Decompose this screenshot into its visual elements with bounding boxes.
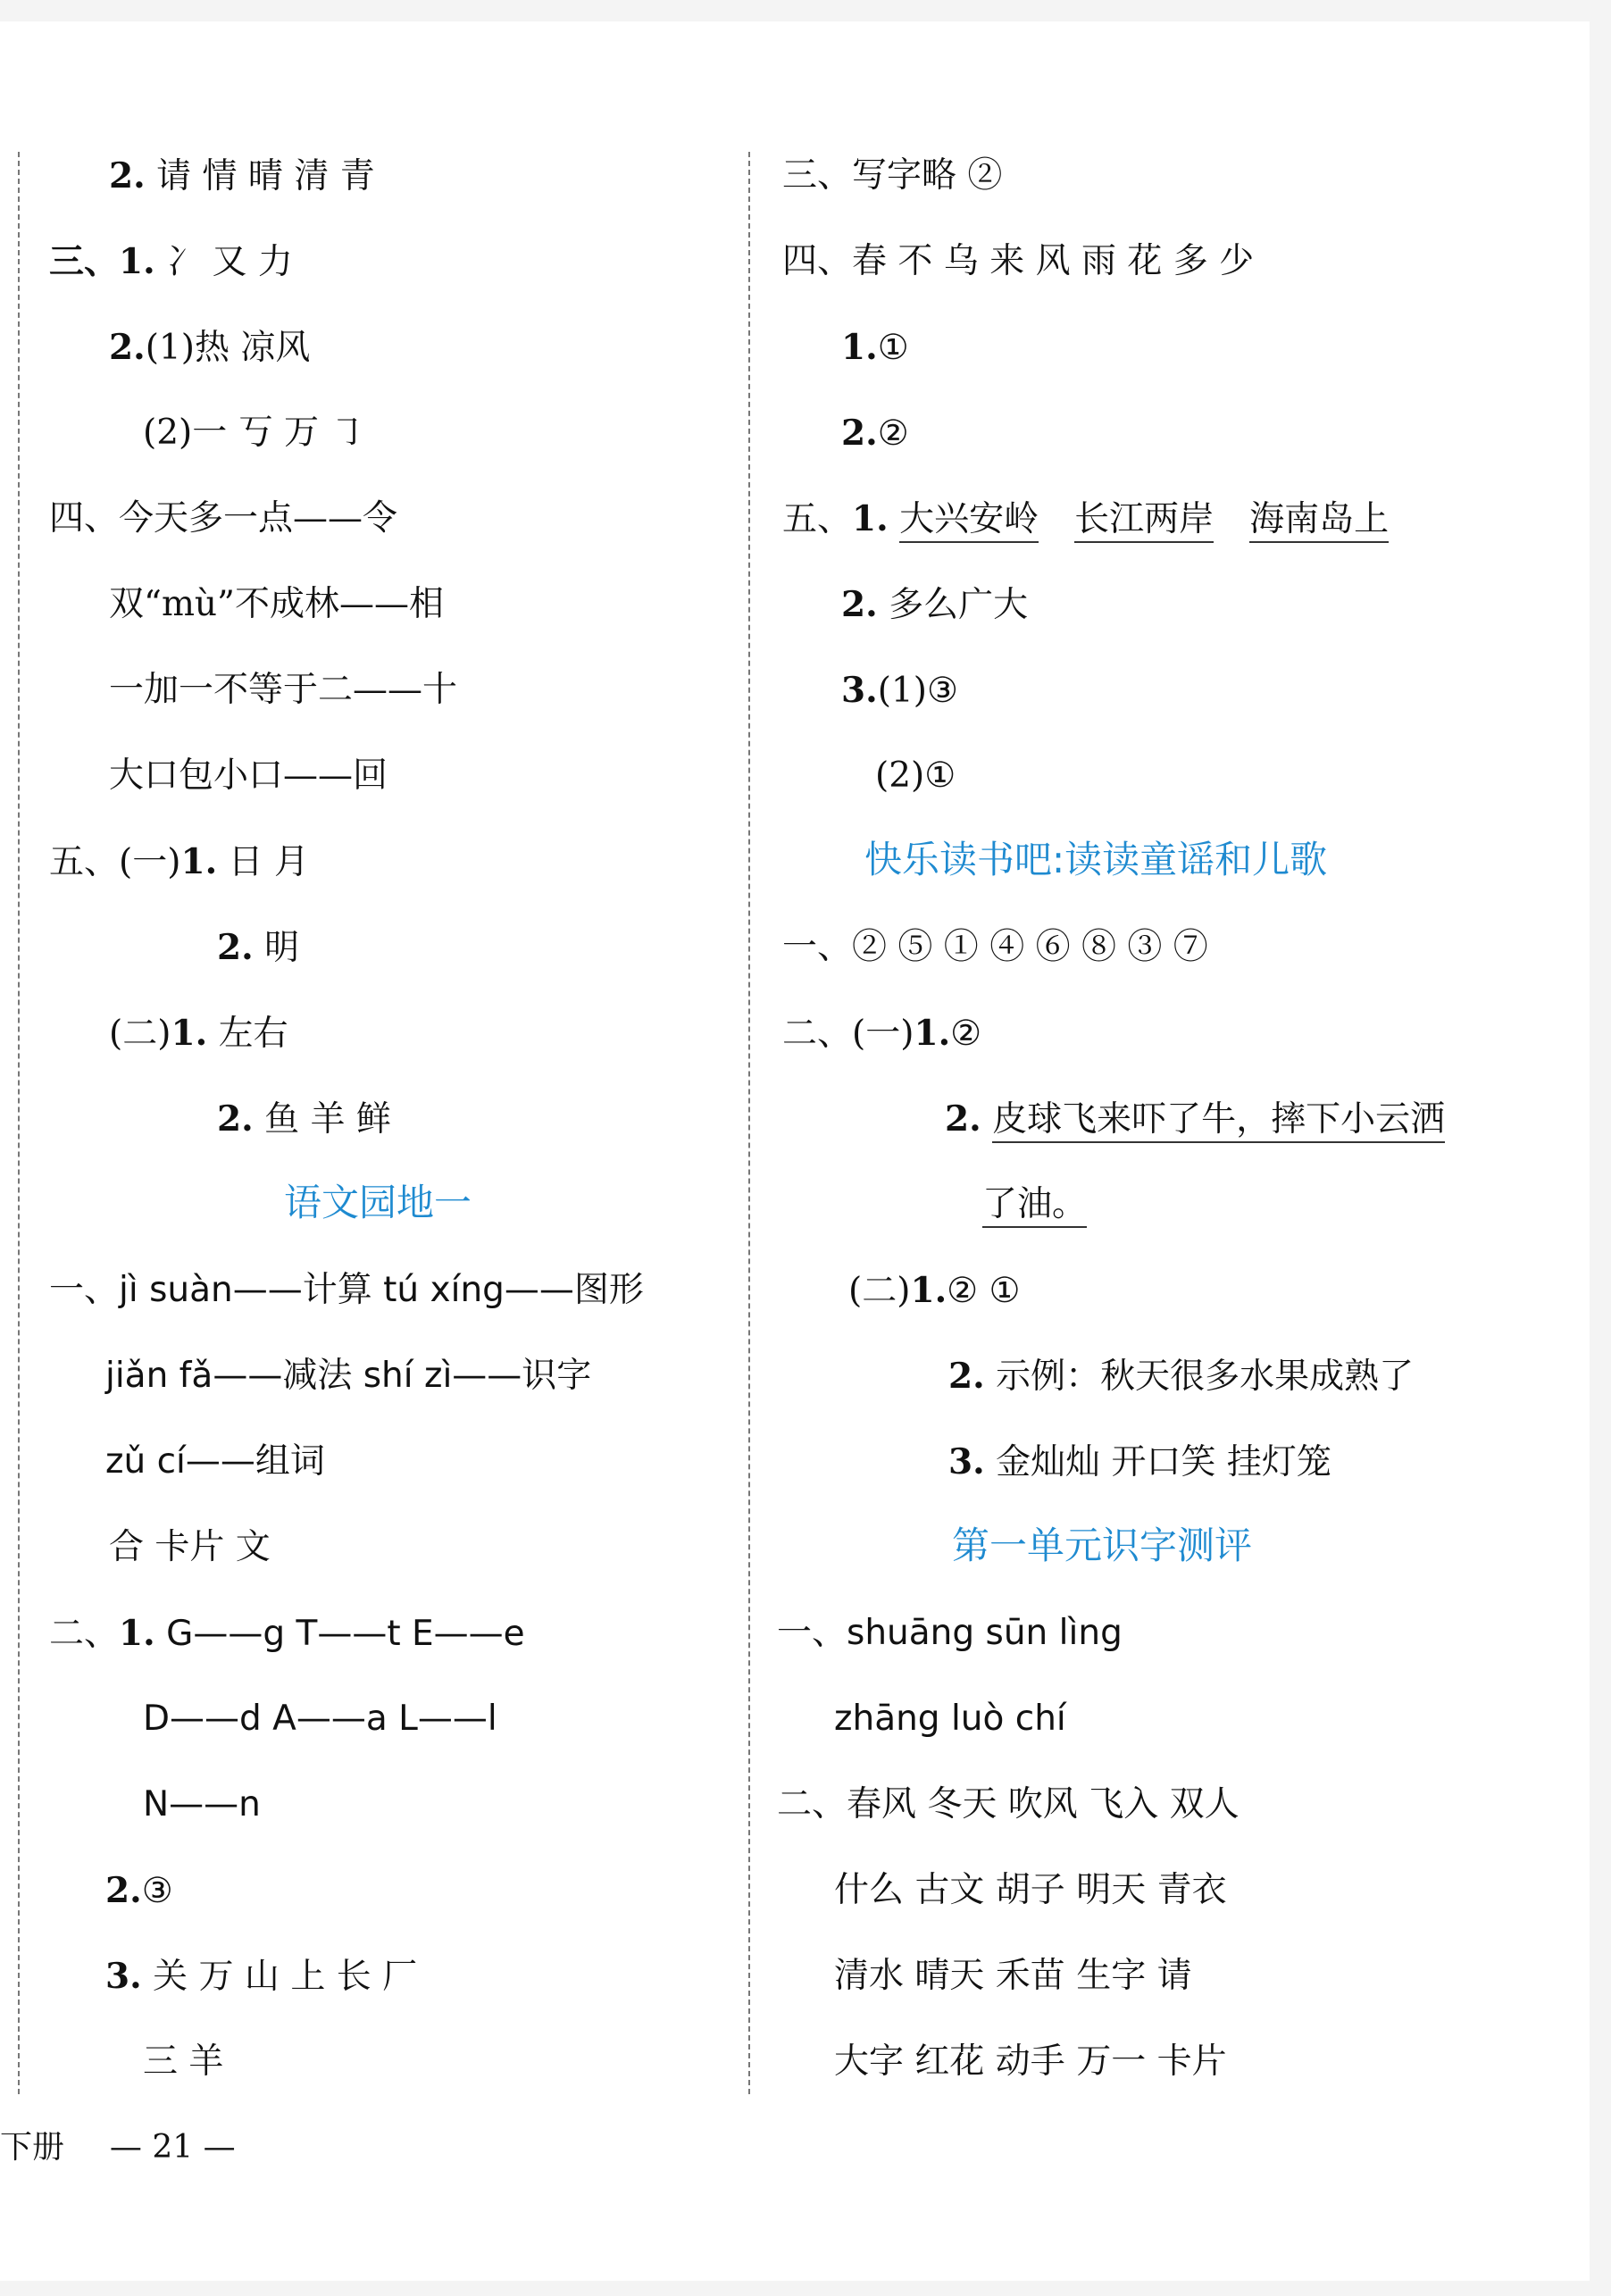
column-divider-dashed-line (748, 152, 750, 2094)
answer-line: jiǎn fǎ——减法 shí zì——识字 (105, 1356, 592, 1396)
answer-line: 1.① (841, 327, 909, 368)
page-number: — 21 — (109, 2129, 236, 2166)
answer-line: 2. 示例：秋天很多水果成熟了 (948, 1356, 1415, 1397)
answer-line: 一、② ⑤ ① ④ ⑥ ⑧ ③ ⑦ (782, 927, 1208, 967)
answer-line: 二、1. G——g T——t E——e (49, 1613, 525, 1654)
answer-line: 2. 请 情 晴 清 青 (109, 155, 375, 196)
answer-line: (二)1.② ① (848, 1270, 1021, 1311)
answer-line: 大口包小口——回 (109, 756, 388, 796)
answer-line: (2)一 丂 万 ㇆ (143, 413, 365, 453)
answer-line: D——d A——a L——l (143, 1699, 497, 1739)
left-margin-dashed-line (18, 152, 20, 2094)
answer-line: 3.(1)③ (841, 670, 958, 711)
answer-line: 三、1. 冫 又 力 (49, 241, 293, 282)
section-heading: 快乐读书吧:读读童谣和儿歌 (864, 838, 1328, 881)
answer-line: 三、写字略 ② (782, 155, 1003, 196)
answer-line: 2. 皮球飞来吓了牛，摔下小云洒 (945, 1097, 1445, 1142)
answer-line: (二)1. 左右 (109, 1013, 288, 1054)
section-heading: 第一单元识字测评 (952, 1524, 1253, 1567)
answer-line: 3. 关 万 山 上 长 厂 (105, 1956, 418, 1997)
answer-line: zhāng luò chí (834, 1699, 1066, 1739)
answer-line: 四、今天多一点——令 (49, 498, 398, 539)
answer-line: 二、(一)1.② (782, 1013, 982, 1054)
answer-line: 2. 多么广大 (841, 584, 1029, 625)
answer-line: 双“mù”不成林——相 (109, 584, 444, 624)
answer-line: 2. 鱼 羊 鲜 (217, 1098, 391, 1140)
answer-line: 什么 古文 胡子 明天 青衣 (834, 1870, 1227, 1910)
answer-line: N——n (143, 1784, 261, 1824)
answer-line: 三 羊 (143, 2041, 224, 2082)
answer-line: 了油。 (982, 1182, 1087, 1227)
page-footer (0, 2125, 236, 2170)
answer-line: (2)① (875, 756, 956, 796)
answer-line: 2.② (841, 413, 909, 454)
answer-line: 大字 红花 动手 万一 卡片 (834, 2041, 1227, 2082)
answer-line: zǔ cí——组词 (105, 1441, 325, 1482)
answer-line: 2.③ (105, 1870, 173, 1911)
section-heading: 语文园地一 (284, 1181, 472, 1224)
footer-label: 下册 (0, 2129, 65, 2166)
answer-line: 二、春风 冬天 吹风 飞入 双人 (777, 1784, 1240, 1824)
answer-line: 2.(1)热 凉风 (109, 327, 311, 368)
answer-line: 一加一不等于二——十 (109, 670, 458, 710)
answer-line: 五、1. 大兴安岭 长江两岸 海南岛上 (782, 497, 1389, 542)
answer-line: 3. 金灿灿 开口笑 挂灯笼 (948, 1441, 1331, 1482)
answer-line: 四、春 不 乌 来 风 雨 花 多 少 (782, 241, 1255, 281)
answer-line: 一、jì suàn——计算 tú xíng——图形 (49, 1270, 644, 1310)
answer-line: 合 卡片 文 (109, 1527, 271, 1567)
answer-line: 2. 明 (217, 927, 300, 968)
answer-line: 一、shuāng sūn lìng (777, 1613, 1123, 1653)
answer-line: 五、(一)1. 日 月 (49, 841, 309, 882)
answer-line: 清水 晴天 禾苗 生字 请 (834, 1956, 1192, 1996)
